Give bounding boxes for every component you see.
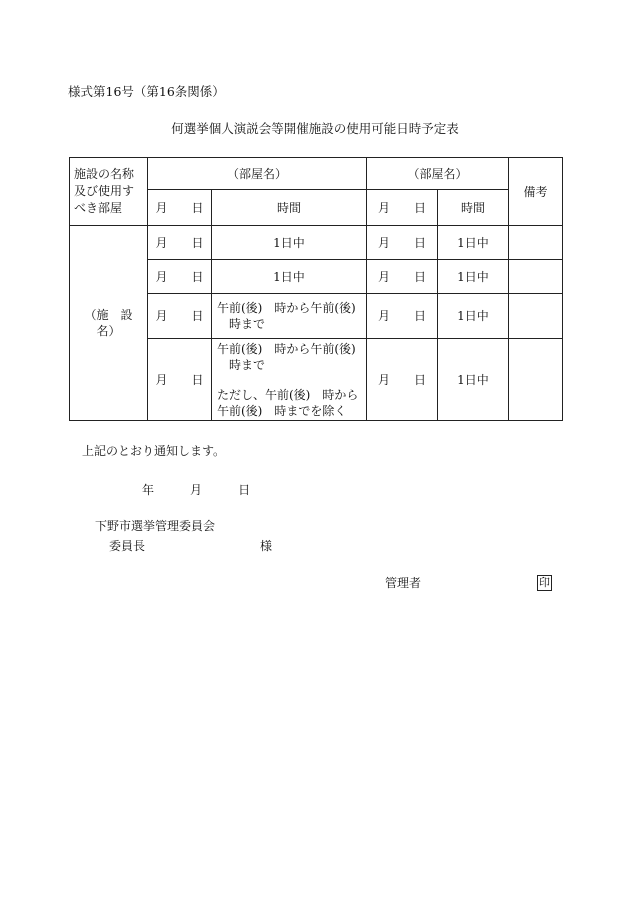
room-header-2: （部屋名） (367, 158, 509, 190)
month-label: 月 (377, 309, 390, 323)
month-label: 月 (155, 372, 168, 387)
time-range-line: ただし、午前(後) 時から (217, 387, 359, 402)
facility-header (70, 158, 148, 226)
month-label: 月 (155, 269, 168, 284)
day-label: 日 (414, 235, 427, 250)
committee-name: 下野市選挙管理委員会 (95, 519, 216, 533)
remarks-cell (509, 339, 563, 421)
remarks-header: 備考 (509, 158, 563, 226)
notice-text: 上記のとおり通知します。 (82, 444, 226, 458)
schedule-table (69, 157, 563, 421)
month-label: 月 (155, 200, 168, 215)
time-cell: 1日中 (438, 294, 509, 339)
month-day-header (367, 190, 438, 226)
month-day-cell (148, 294, 212, 339)
time-range-line: 午前(後) 時までを除く (217, 403, 347, 418)
day-label: 日 (238, 483, 251, 497)
time-range-line: 時まで (229, 317, 266, 331)
time-cell: 1日中 (212, 260, 367, 294)
chairman-label: 委員長 (109, 539, 146, 553)
time-header: 時間 (212, 190, 367, 226)
document-title: 何選挙個人演説会等開催施設の使用可能日時予定表 (171, 121, 459, 136)
month-day-cell (148, 339, 212, 421)
room-header-1: （部屋名） (148, 158, 367, 190)
time-range-cell (212, 294, 367, 339)
facility-header-line: べき部屋 (74, 201, 123, 215)
facility-name: （施 設 名） (70, 226, 148, 421)
manager-label: 管理者 (385, 576, 422, 590)
seal-mark: 印 (539, 576, 550, 589)
time-range-cell (212, 339, 367, 421)
day-label: 日 (414, 200, 427, 215)
day-label: 日 (191, 200, 204, 215)
month-day-header (148, 190, 212, 226)
month-day-cell (148, 260, 212, 294)
month-day-cell (367, 294, 438, 339)
month-day-cell (367, 260, 438, 294)
time-cell: 1日中 (438, 339, 509, 421)
month-day-cell (367, 226, 438, 260)
month-label: 月 (377, 200, 390, 215)
time-range-line: 午前(後) 時から午前(後) (217, 341, 356, 356)
day-label: 日 (414, 372, 427, 387)
form-number: 様式第16号（第16条関係） (68, 84, 225, 99)
day-label: 日 (414, 309, 427, 323)
month-label: 月 (377, 269, 390, 284)
day-label: 日 (414, 269, 427, 284)
month-label: 月 (155, 309, 168, 323)
honorific-label: 様 (260, 539, 273, 553)
time-cell: 1日中 (438, 226, 509, 260)
date-line (142, 483, 250, 499)
remarks-cell (509, 294, 563, 339)
remarks-cell (509, 260, 563, 294)
day-label: 日 (191, 269, 204, 284)
time-range-line: 午前(後) 時から午前(後) (217, 301, 356, 315)
time-cell: 1日中 (212, 226, 367, 260)
month-label: 月 (155, 235, 168, 250)
spacer (217, 373, 366, 387)
month-day-cell (367, 339, 438, 421)
day-label: 日 (191, 309, 204, 323)
facility-header-line: 施設の名称 (74, 167, 135, 181)
month-label: 月 (377, 235, 390, 250)
time-cell: 1日中 (438, 260, 509, 294)
month-label: 月 (190, 483, 203, 497)
day-label: 日 (191, 372, 204, 387)
time-range-line: 時まで (229, 357, 266, 372)
month-day-cell (148, 226, 212, 260)
facility-header-line: 及び使用す (74, 184, 135, 198)
year-label: 年 (142, 483, 155, 497)
time-header: 時間 (438, 190, 509, 226)
month-label: 月 (377, 372, 390, 387)
remarks-cell (509, 226, 563, 260)
day-label: 日 (191, 235, 204, 250)
